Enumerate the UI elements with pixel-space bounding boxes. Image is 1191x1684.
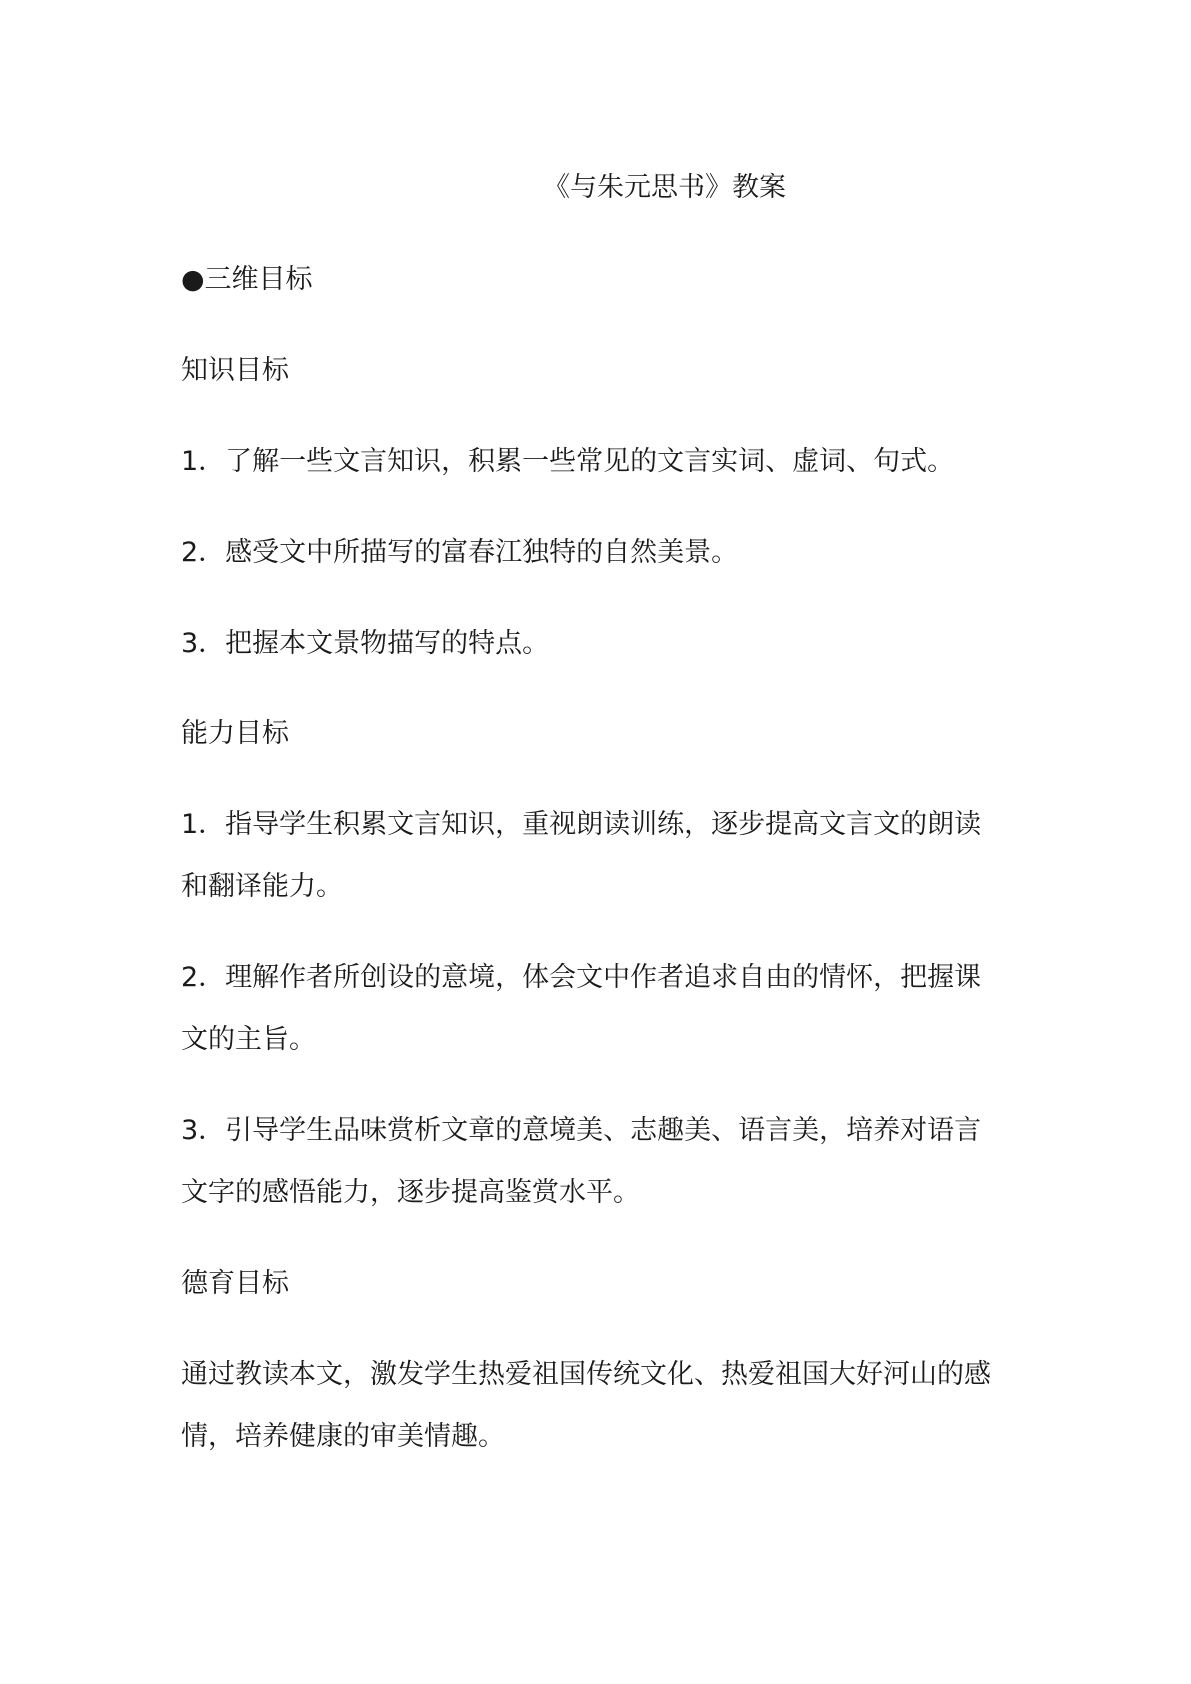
knowledge-item-3: 3．把握本文景物描写的特点。 <box>181 628 550 659</box>
document-title: 《与朱元思书》教案 <box>543 172 786 203</box>
ability-heading: 能力目标 <box>181 718 289 749</box>
ability-item-3-line-1: 3．引导学生品味赏析文章的意境美、志趣美、语言美，培养对语言 <box>181 1115 982 1146</box>
section-header: ●三维目标 <box>181 264 313 295</box>
knowledge-item-1: 1．了解一些文言知识，积累一些常见的文言实词、虚词、句式。 <box>181 446 955 477</box>
ability-item-2-line-1: 2．理解作者所创设的意境，体会文中作者追求自由的情怀，把握课 <box>181 962 982 993</box>
ability-item-2-line-2: 文的主旨。 <box>181 1024 316 1055</box>
ability-item-1-line-1: 1．指导学生积累文言知识，重视朗读训练，逐步提高文言文的朗读 <box>181 809 982 840</box>
moral-text-line-1: 通过教读本文，激发学生热爱祖国传统文化、热爱祖国大好河山的感 <box>181 1359 991 1390</box>
moral-text-line-2: 情，培养健康的审美情趣。 <box>181 1421 505 1452</box>
ability-item-1-line-2: 和翻译能力。 <box>181 871 343 902</box>
knowledge-heading: 知识目标 <box>181 355 289 386</box>
moral-heading: 德育目标 <box>181 1268 289 1299</box>
knowledge-item-2: 2．感受文中所描写的富春江独特的自然美景。 <box>181 537 739 568</box>
ability-item-3-line-2: 文字的感悟能力，逐步提高鉴赏水平。 <box>181 1177 640 1208</box>
